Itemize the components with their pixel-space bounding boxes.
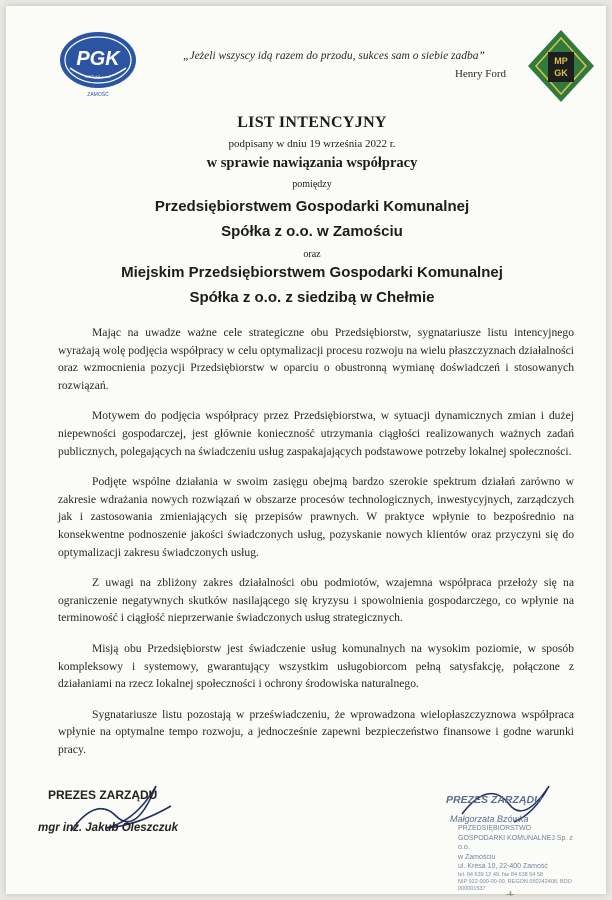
left-signatory-title: PREZES ZARZĄDU [48, 788, 158, 802]
document-page [6, 6, 606, 898]
paragraph: Sygnatariusze listu pozostają w przeświadczeniu, że wprowadzona wielopłaszczyznowa współpraca wpłynie na optymalne tempo rozwoju, a jednocześnie zapewni bezpieczeństwo finansowe i godne warunki pracy. [58, 707, 574, 756]
paragraph: Z uwagi na zbliżony zakres działalności obu podmiotów, wzajemna współpraca przełoży się na ograniczenie negatywnych skutków nasilającego się kryzysu i spowolnienia gospodarczego, co wpłynie na terminowość i ciągłość nieprzerwanie świadczonych usług strategicznych. [58, 576, 574, 625]
pgk-logo-text: PGK [76, 48, 120, 70]
mpgk-logo-top: MP [554, 56, 568, 66]
motto-author: Henry Ford [454, 68, 506, 80]
paragraph: Misją obu Przedsiębiorstw jest świadczenie usług komunalnych na wysokim poziomie, w sposób kompleksowy i systemowy, gwarantujący wszystkim usługobiorcom pełną satysfakcję, połączone z działaniami na rzecz lokalnej społeczności i ochrony środowiska naturalnego. [58, 641, 574, 691]
mpgk-logo [526, 28, 596, 108]
stamp-small-line: tel. 84 639 12 49, fax 84 638 54 58 [458, 871, 544, 878]
party1-line2: Spółka z o.o. w Zamościu [221, 223, 403, 240]
letter-body [58, 324, 574, 771]
stamp-line: PRZEDSIĘBIORSTWO [458, 825, 532, 832]
company-stamp [436, 794, 586, 893]
motto-quote: „Jeżeli wszyscy idą razem do przodu, sukces sam o siebie zadba” [183, 50, 485, 62]
document-title: LIST INTENCYJNY [237, 114, 387, 131]
signature-scribble-left [66, 776, 176, 846]
stamp-line: w Zamościu [458, 853, 496, 861]
stamp-name: Małgorzata Bzówka [450, 814, 529, 824]
stamp-line: ul. Kresa 10, 22-400 Zamość [458, 863, 548, 870]
stamp-line: GOSPODARKI KOMUNALNEJ Sp. z o.o. [458, 834, 573, 851]
left-signatory-name: mgr inż. Jakub Oleszczuk [38, 822, 178, 834]
page-number: -4- [506, 890, 515, 898]
pgk-logo-sub: SPÓŁKA z o.o. [84, 74, 112, 79]
signed-date: podpisany w dniu 19 września 2022 r. [228, 138, 396, 150]
paragraph: Motywem do podjęcia współpracy przez Przedsiębiorstwa, w sytuacji dynamicznych zmian i dużej niepewności gospodarczej, jest głównie konieczność utrzymania ciągłości realizowanych ważnych zadań publicznych, polegających na świadczeniu usług zaspakajających podstawowe potrzeby lokalnej społeczności. [58, 409, 574, 458]
between-label: pomiędzy [292, 179, 332, 190]
party2-line2: Spółka z o.o. z siedzibą w Chełmie [189, 289, 435, 306]
pgk-logo [56, 26, 140, 100]
document-subject: w sprawie nawiązania współpracy [206, 155, 418, 171]
party2-line1: Miejskim Przedsiębiorstwem Gospodarki Komunalnej [121, 264, 503, 281]
pgk-logo-city: ZAMOŚĆ [87, 92, 109, 98]
stamp-small-line: NIP 922-000-00-00, REGON 050242408, BDO 000001537 [458, 878, 572, 892]
stamp-title: PREZES ZARZĄDU [446, 794, 542, 806]
party1-line1: Przedsiębiorstwem Gospodarki Komunalnej [154, 198, 470, 215]
paragraph: Podjęte wspólne działania w swoim zasięgu obejmą bardzo szerokie spektrum działań zarówno w zakresie wdrażania nowych rozwiązań w obszarze procesów technologicznych, inwestycyjnych, zarządczych jak i zastosowania zmieniających się przepisów prawnych. W praktyce wpłynie to bezpośrednio na konsekwentne podnoszenie jakości świadczonych usług, pozyskanie nowych klientów oraz przyczyni się do optymalizacji zakresu świadczonych usług. [58, 475, 574, 559]
and-label: oraz [303, 249, 321, 260]
mpgk-logo-bottom: GK [554, 68, 568, 78]
paragraph: Mając na uwadze ważne cele strategiczne obu Przedsiębiorstw, sygnatariusze listu intencyjnego wyrażają wolę podjęcia współpracy w celu optymalizacji procesu rozwoju na wielu płaszczyznach działalności oraz wzmocnienia pozycji Przedsiębiorstw w oparciu o obustronną wymianę doświadczeń i stosowanych rozwiązań. [58, 326, 574, 392]
